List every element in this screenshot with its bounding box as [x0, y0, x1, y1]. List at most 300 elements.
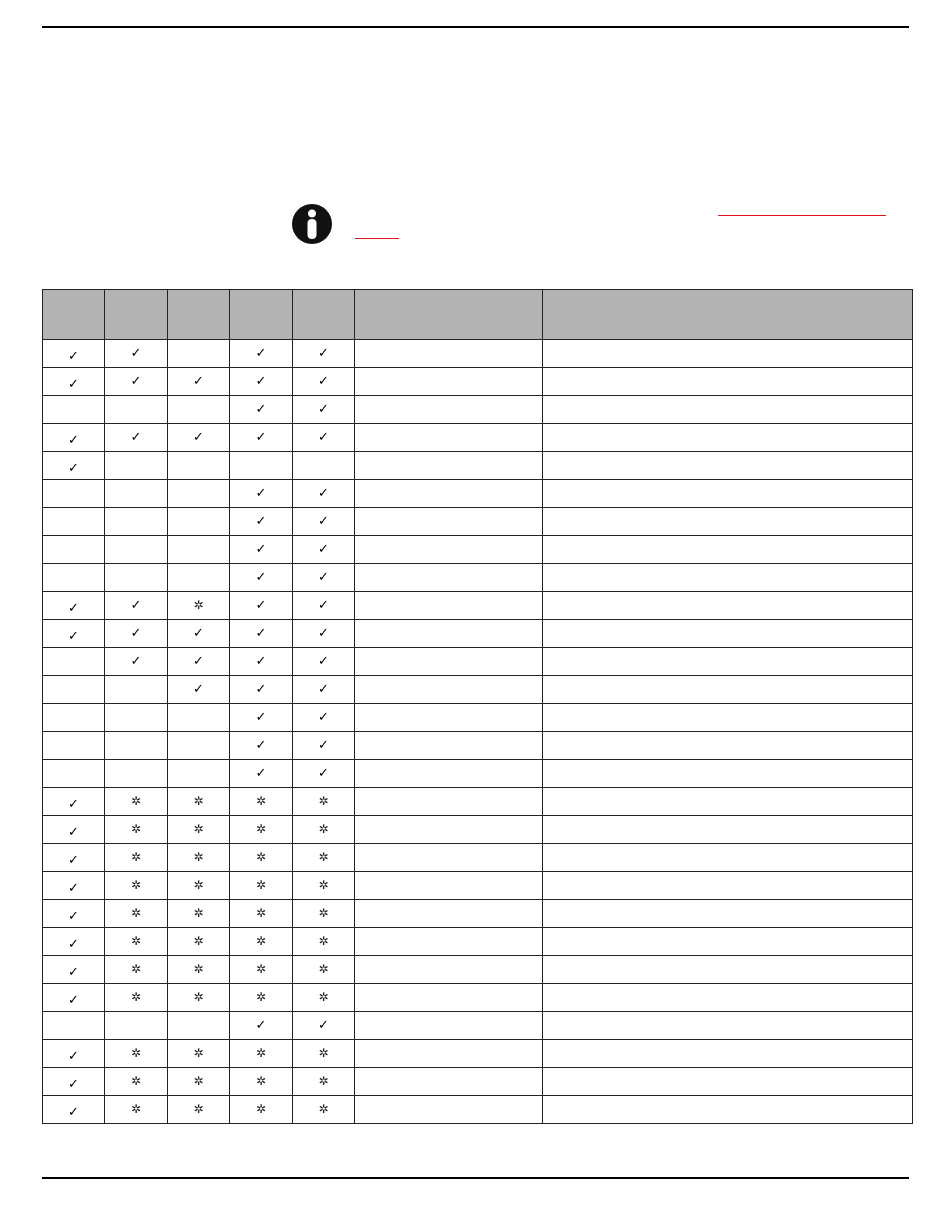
table-cell — [168, 788, 230, 816]
table-cell — [43, 732, 105, 760]
table-cell — [105, 620, 168, 648]
checkmark-icon: ✓ — [193, 626, 204, 641]
asterisk-icon: ✲ — [318, 906, 329, 920]
table-cell — [543, 900, 913, 928]
table-cell — [355, 844, 543, 872]
table-cell — [43, 340, 105, 368]
table-cell — [43, 424, 105, 452]
checkmark-icon: ✓ — [68, 825, 79, 840]
table-cell — [168, 956, 230, 984]
table-cell — [293, 564, 355, 592]
table-cell — [355, 648, 543, 676]
table-cell — [355, 1012, 543, 1040]
table-cell — [355, 620, 543, 648]
table-cell — [105, 732, 168, 760]
table-cell — [168, 984, 230, 1012]
table-cell — [168, 620, 230, 648]
asterisk-icon: ✲ — [255, 850, 267, 864]
checkmark-icon: ✓ — [255, 570, 267, 585]
table-cell — [230, 592, 293, 620]
table-cell — [168, 676, 230, 704]
table-row — [43, 1096, 913, 1124]
table-row — [43, 452, 913, 480]
asterisk-icon: ✲ — [130, 1046, 142, 1060]
table-cell — [543, 536, 913, 564]
table-cell — [105, 816, 168, 844]
table-cell — [168, 1040, 230, 1068]
table-cell — [105, 424, 168, 452]
table-cell — [105, 676, 168, 704]
table-cell — [168, 844, 230, 872]
table-cell — [543, 620, 913, 648]
table-cell — [355, 564, 543, 592]
table-cell — [293, 676, 355, 704]
checkmark-icon: ✓ — [68, 937, 79, 952]
table-cell — [230, 872, 293, 900]
table-cell — [105, 872, 168, 900]
table-cell — [355, 788, 543, 816]
table-cell — [355, 676, 543, 704]
table-cell — [293, 788, 355, 816]
table-row — [43, 620, 913, 648]
table-cell — [105, 1068, 168, 1096]
asterisk-icon: ✲ — [318, 1074, 329, 1088]
table-cell — [105, 536, 168, 564]
checkmark-icon: ✓ — [130, 654, 142, 669]
checkmark-icon: ✓ — [255, 542, 267, 557]
table-cell — [105, 704, 168, 732]
table-cell — [105, 984, 168, 1012]
asterisk-icon: ✲ — [130, 906, 142, 920]
checkmark-icon: ✓ — [130, 430, 142, 445]
table-cell — [293, 844, 355, 872]
asterisk-icon: ✲ — [193, 850, 204, 864]
checkmark-icon: ✓ — [318, 766, 329, 781]
table-cell — [293, 508, 355, 536]
table-cell — [168, 900, 230, 928]
table-cell — [355, 928, 543, 956]
table-row — [43, 564, 913, 592]
asterisk-icon: ✲ — [193, 878, 204, 892]
table-cell — [43, 564, 105, 592]
table-cell — [230, 648, 293, 676]
table-cell — [230, 424, 293, 452]
asterisk-icon: ✲ — [318, 990, 329, 1004]
checkmark-icon: ✓ — [68, 349, 79, 364]
table-row — [43, 340, 913, 368]
table-cell — [355, 424, 543, 452]
asterisk-icon: ✲ — [193, 1074, 204, 1088]
table-cell — [293, 452, 355, 480]
table-cell — [293, 732, 355, 760]
table-cell — [43, 536, 105, 564]
asterisk-icon: ✲ — [318, 794, 329, 808]
asterisk-icon: ✲ — [255, 962, 267, 976]
table-cell — [230, 340, 293, 368]
table-cell — [543, 564, 913, 592]
table-cell — [43, 1068, 105, 1096]
asterisk-icon: ✲ — [130, 962, 142, 976]
table-cell — [293, 1012, 355, 1040]
note-link-underline-continued[interactable] — [355, 238, 399, 239]
checkmark-icon: ✓ — [255, 738, 267, 753]
column-header — [168, 290, 230, 340]
table-row — [43, 508, 913, 536]
table-cell — [105, 592, 168, 620]
table-row — [43, 536, 913, 564]
table-cell — [355, 592, 543, 620]
table-cell — [43, 396, 105, 424]
table-cell — [230, 928, 293, 956]
asterisk-icon: ✲ — [318, 878, 329, 892]
table-body — [43, 340, 913, 1124]
table-cell — [43, 844, 105, 872]
table-cell — [43, 368, 105, 396]
table-cell — [543, 452, 913, 480]
table-cell — [43, 1012, 105, 1040]
checkmark-icon: ✓ — [318, 626, 329, 641]
table-cell — [105, 900, 168, 928]
table-cell — [105, 396, 168, 424]
table-row — [43, 956, 913, 984]
asterisk-icon: ✲ — [193, 1102, 204, 1116]
asterisk-icon: ✲ — [255, 794, 267, 808]
asterisk-icon: ✲ — [193, 990, 204, 1004]
table-cell — [230, 480, 293, 508]
note-link-underline[interactable] — [718, 215, 886, 216]
table-cell — [355, 732, 543, 760]
table-cell — [168, 396, 230, 424]
table-cell — [293, 872, 355, 900]
table-cell — [293, 900, 355, 928]
table-cell — [293, 396, 355, 424]
table-cell — [543, 928, 913, 956]
table-cell — [105, 844, 168, 872]
table-row — [43, 368, 913, 396]
table-cell — [230, 984, 293, 1012]
table-cell — [543, 1040, 913, 1068]
column-header — [105, 290, 168, 340]
table-cell — [293, 1096, 355, 1124]
table-cell — [230, 1040, 293, 1068]
table-row — [43, 732, 913, 760]
table-cell — [355, 480, 543, 508]
table-cell — [543, 872, 913, 900]
table-row — [43, 816, 913, 844]
table-cell — [168, 760, 230, 788]
table-cell — [168, 592, 230, 620]
table-cell — [168, 508, 230, 536]
checkmark-icon: ✓ — [68, 1049, 79, 1064]
table-row — [43, 872, 913, 900]
table-row — [43, 1012, 913, 1040]
asterisk-icon: ✲ — [255, 990, 267, 1004]
checkmark-icon: ✓ — [68, 461, 79, 476]
table-cell — [105, 928, 168, 956]
table-cell — [230, 1012, 293, 1040]
checkmark-icon: ✓ — [255, 1018, 267, 1033]
asterisk-icon: ✲ — [130, 822, 142, 836]
table-cell — [43, 984, 105, 1012]
table-cell — [168, 452, 230, 480]
asterisk-icon: ✲ — [318, 934, 329, 948]
checkmark-icon: ✓ — [193, 430, 204, 445]
table-cell — [105, 480, 168, 508]
asterisk-icon: ✲ — [318, 962, 329, 976]
table-cell — [43, 1096, 105, 1124]
asterisk-icon: ✲ — [255, 1074, 267, 1088]
table-cell — [355, 1068, 543, 1096]
checkmark-icon: ✓ — [318, 346, 329, 361]
table-cell — [168, 816, 230, 844]
checkmark-icon: ✓ — [68, 377, 79, 392]
table-cell — [293, 760, 355, 788]
checkmark-icon: ✓ — [68, 1105, 79, 1120]
table-row — [43, 928, 913, 956]
table-cell — [168, 1068, 230, 1096]
table-cell — [168, 424, 230, 452]
table-cell — [293, 592, 355, 620]
asterisk-icon: ✲ — [130, 934, 142, 948]
asterisk-icon: ✲ — [130, 1102, 142, 1116]
table-cell — [293, 340, 355, 368]
checkmark-icon: ✓ — [68, 965, 79, 980]
checkmark-icon: ✓ — [130, 626, 142, 641]
compatibility-table — [42, 289, 913, 1124]
asterisk-icon: ✲ — [130, 794, 142, 808]
table-cell — [168, 732, 230, 760]
table-cell — [43, 816, 105, 844]
checkmark-icon: ✓ — [68, 853, 79, 868]
table-cell — [355, 508, 543, 536]
table-cell — [293, 704, 355, 732]
checkmark-icon: ✓ — [68, 629, 79, 644]
checkmark-icon: ✓ — [318, 738, 329, 753]
table-cell — [168, 928, 230, 956]
table-cell — [168, 480, 230, 508]
table-cell — [543, 732, 913, 760]
table-row — [43, 1068, 913, 1096]
top-rule — [42, 26, 909, 28]
table-cell — [105, 452, 168, 480]
table-cell — [543, 704, 913, 732]
table-cell — [293, 928, 355, 956]
table-cell — [105, 1096, 168, 1124]
table-cell — [293, 424, 355, 452]
table-cell — [43, 480, 105, 508]
checkmark-icon: ✓ — [255, 766, 267, 781]
table-cell — [43, 676, 105, 704]
table-cell — [355, 396, 543, 424]
table-cell — [105, 1040, 168, 1068]
asterisk-icon: ✲ — [255, 822, 267, 836]
table-cell — [230, 536, 293, 564]
table-cell — [543, 984, 913, 1012]
asterisk-icon: ✲ — [130, 1074, 142, 1088]
table-cell — [355, 340, 543, 368]
checkmark-icon: ✓ — [255, 346, 267, 361]
table-cell — [43, 648, 105, 676]
table-cell — [543, 1012, 913, 1040]
table-cell — [105, 1012, 168, 1040]
checkmark-icon: ✓ — [68, 797, 79, 812]
asterisk-icon: ✲ — [130, 850, 142, 864]
checkmark-icon: ✓ — [68, 433, 79, 448]
checkmark-icon: ✓ — [68, 881, 79, 896]
asterisk-icon: ✲ — [318, 850, 329, 864]
table-cell — [105, 788, 168, 816]
table-cell — [230, 676, 293, 704]
table-row — [43, 900, 913, 928]
table-cell — [43, 788, 105, 816]
table-cell — [230, 1068, 293, 1096]
asterisk-icon: ✲ — [318, 1102, 329, 1116]
column-header — [293, 290, 355, 340]
asterisk-icon: ✲ — [193, 794, 204, 808]
table-cell — [168, 1096, 230, 1124]
table-cell — [230, 508, 293, 536]
table-cell — [168, 648, 230, 676]
checkmark-icon: ✓ — [130, 374, 142, 389]
table-cell — [168, 564, 230, 592]
checkmark-icon: ✓ — [318, 710, 329, 725]
bottom-rule — [42, 1177, 909, 1179]
table-cell — [543, 648, 913, 676]
table-cell — [43, 900, 105, 928]
asterisk-icon: ✲ — [130, 990, 142, 1004]
table-cell — [543, 508, 913, 536]
checkmark-icon: ✓ — [318, 514, 329, 529]
table-cell — [355, 536, 543, 564]
table-cell — [355, 1040, 543, 1068]
table-cell — [230, 788, 293, 816]
checkmark-icon: ✓ — [318, 1018, 329, 1033]
table-cell — [230, 760, 293, 788]
table-cell — [168, 872, 230, 900]
column-header — [43, 290, 105, 340]
table-cell — [43, 956, 105, 984]
table-cell — [43, 704, 105, 732]
checkmark-icon: ✓ — [68, 601, 79, 616]
table-cell — [293, 368, 355, 396]
table-cell — [168, 340, 230, 368]
table-cell — [543, 956, 913, 984]
checkmark-icon: ✓ — [255, 598, 267, 613]
table-cell — [355, 956, 543, 984]
table-cell — [543, 760, 913, 788]
table-cell — [230, 620, 293, 648]
checkmark-icon: ✓ — [68, 993, 79, 1008]
checkmark-icon: ✓ — [255, 374, 267, 389]
checkmark-icon: ✓ — [318, 486, 329, 501]
table-cell — [168, 536, 230, 564]
table-cell — [43, 592, 105, 620]
table-cell — [105, 340, 168, 368]
asterisk-icon: ✲ — [318, 822, 329, 836]
table-cell — [230, 704, 293, 732]
asterisk-icon: ✲ — [193, 598, 204, 612]
asterisk-icon: ✲ — [255, 934, 267, 948]
table-cell — [293, 816, 355, 844]
table-cell — [230, 452, 293, 480]
checkmark-icon: ✓ — [318, 542, 329, 557]
asterisk-icon: ✲ — [193, 822, 204, 836]
table-cell — [230, 564, 293, 592]
table-cell — [168, 368, 230, 396]
asterisk-icon: ✲ — [193, 1046, 204, 1060]
table-cell — [230, 844, 293, 872]
table-cell — [355, 900, 543, 928]
table-cell — [355, 760, 543, 788]
column-header — [230, 290, 293, 340]
checkmark-icon: ✓ — [255, 430, 267, 445]
table-cell — [543, 592, 913, 620]
table-cell — [355, 1096, 543, 1124]
checkmark-icon: ✓ — [193, 654, 204, 669]
table-cell — [543, 424, 913, 452]
checkmark-icon: ✓ — [318, 430, 329, 445]
checkmark-icon: ✓ — [193, 682, 204, 697]
table-cell — [293, 1068, 355, 1096]
asterisk-icon: ✲ — [130, 878, 142, 892]
asterisk-icon: ✲ — [193, 934, 204, 948]
checkmark-icon: ✓ — [318, 682, 329, 697]
asterisk-icon: ✲ — [193, 962, 204, 976]
table-cell — [230, 816, 293, 844]
asterisk-icon: ✲ — [255, 1046, 267, 1060]
table-cell — [168, 704, 230, 732]
table-cell — [230, 956, 293, 984]
table-cell — [293, 648, 355, 676]
table-cell — [355, 452, 543, 480]
table-cell — [543, 1096, 913, 1124]
checkmark-icon: ✓ — [255, 654, 267, 669]
checkmark-icon: ✓ — [318, 654, 329, 669]
checkmark-icon: ✓ — [130, 346, 142, 361]
checkmark-icon: ✓ — [255, 486, 267, 501]
table-cell — [543, 816, 913, 844]
table-cell — [43, 452, 105, 480]
table-cell — [105, 760, 168, 788]
table-cell — [43, 508, 105, 536]
table-row — [43, 1040, 913, 1068]
table-cell — [543, 844, 913, 872]
table-cell — [293, 984, 355, 1012]
checkmark-icon: ✓ — [68, 1077, 79, 1092]
table-row — [43, 844, 913, 872]
table-cell — [105, 564, 168, 592]
table-row — [43, 592, 913, 620]
table-cell — [543, 1068, 913, 1096]
table-cell — [43, 760, 105, 788]
table-cell — [293, 956, 355, 984]
table-row — [43, 788, 913, 816]
checkmark-icon: ✓ — [255, 710, 267, 725]
checkmark-icon: ✓ — [130, 598, 142, 613]
table-row — [43, 424, 913, 452]
table-cell — [105, 368, 168, 396]
table-cell — [543, 340, 913, 368]
asterisk-icon: ✲ — [318, 1046, 329, 1060]
table-row — [43, 676, 913, 704]
table-row — [43, 648, 913, 676]
column-header — [543, 290, 913, 340]
table-cell — [355, 984, 543, 1012]
table-row — [43, 760, 913, 788]
table-cell — [293, 620, 355, 648]
column-header — [355, 290, 543, 340]
table-cell — [105, 508, 168, 536]
